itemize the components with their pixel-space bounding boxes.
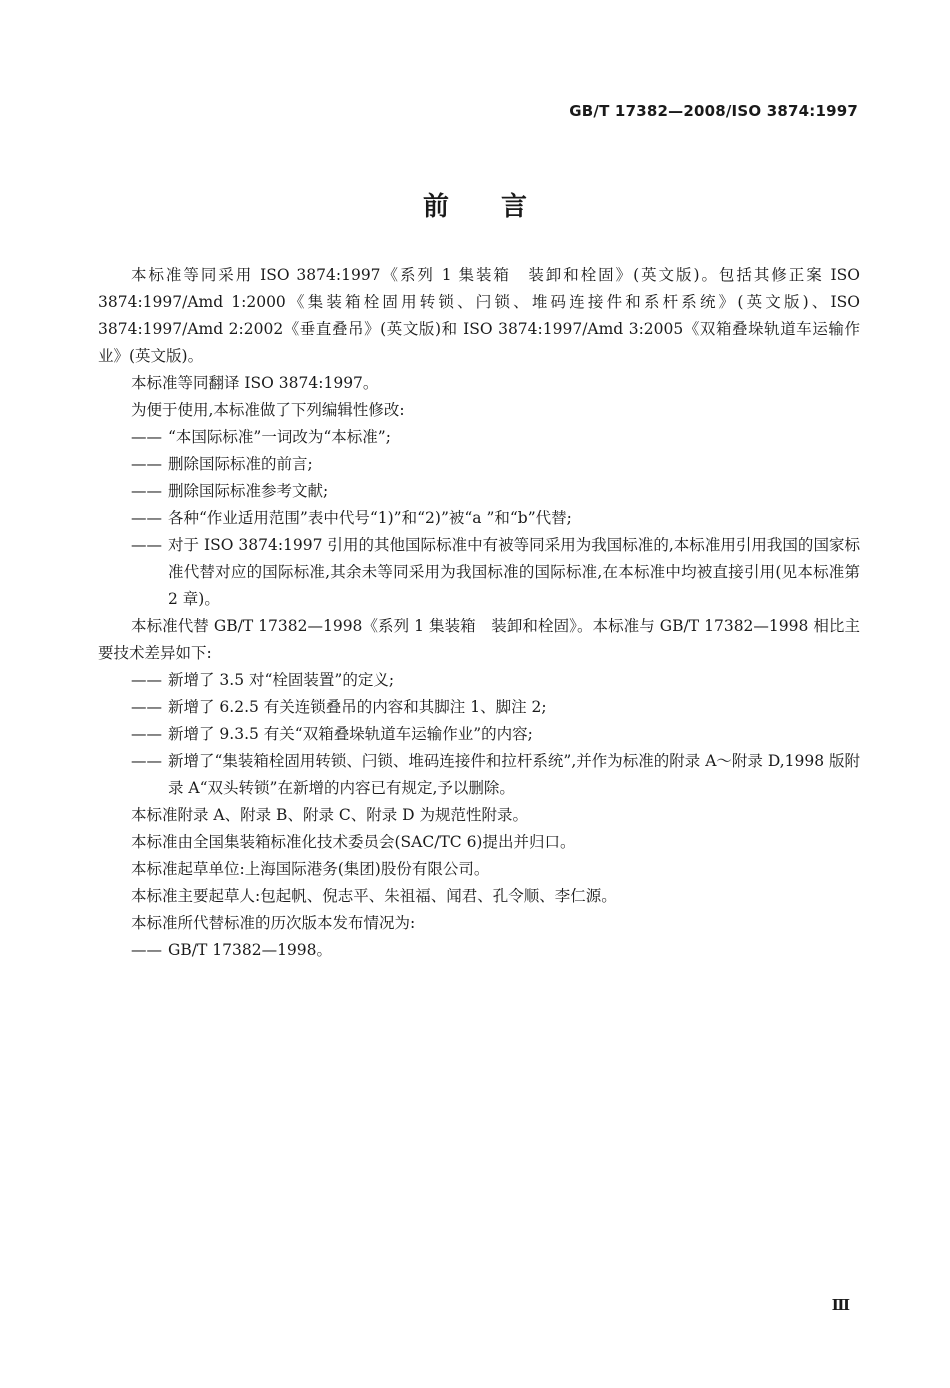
- paragraph-drafting-unit: 本标准起草单位:上海国际港务(集团)股份有限公司。: [131, 860, 490, 878]
- paragraph-committee: 本标准由全国集装箱标准化技术委员会(SAC/TC 6)提出并归口。: [131, 833, 576, 851]
- list-item: —— 新增了 9.3.5 有关“双箱叠垛轨道车运输作业”的内容;: [98, 721, 860, 748]
- dash-mark: ——: [131, 941, 162, 959]
- dash-mark: ——: [131, 509, 162, 527]
- list-item: —— 各种“作业适用范围”表中代号“1)”和“2)”被“a ”和“b”代替;: [98, 505, 860, 532]
- list-item: —— 新增了 6.2.5 有关连锁叠吊的内容和其脚注 1、脚注 2;: [98, 694, 860, 721]
- list-item: —— 删除国际标准参考文献;: [98, 478, 860, 505]
- paragraph-history-intro: 本标准所代替标准的历次版本发布情况为:: [131, 914, 416, 932]
- paragraph-translation: 本标准等同翻译 ISO 3874:1997。: [131, 374, 379, 392]
- paragraph-annexes: 本标准附录 A、附录 B、附录 C、附录 D 为规范性附录。: [131, 806, 529, 824]
- dash-mark: ——: [131, 752, 162, 770]
- list-item: —— “本国际标准”一词改为“本标准”;: [98, 424, 860, 451]
- paragraph-replaces: 本标准代替 GB/T 17382—1998《系列 1 集装箱 装卸和栓固》。本标准与 GB/T 17382—1998 相比主要技术差异如下:: [98, 617, 860, 662]
- dash-mark: ——: [131, 725, 162, 743]
- list-item: —— 新增了“集装箱栓固用转锁、闩锁、堆码连接件和拉杆系统”,并作为标准的附录 A～附录 D,1998 版附录 A“双头转锁”在新增的内容已有规定,予以删除。: [98, 748, 860, 802]
- paragraph-adoption: 本标准等同采用 ISO 3874:1997《系列 1 集装箱 装卸和栓固》(英文版)。包括其修正案 ISO 3874:1997/Amd 1:2000《集装箱栓固用转锁、闩锁、堆码连接件和系杆系统》(英文版)、ISO 3874:1997/Amd 2:2002《垂直叠吊》(英文版)和 ISO 3874:1997/Amd 3:2005《双箱叠垛轨道车运输作业》(英文版)。: [98, 266, 860, 365]
- dash-mark: ——: [131, 536, 162, 554]
- foreword-body: [98, 262, 860, 964]
- list-item: —— 对于 ISO 3874:1997 引用的其他国际标准中有被等同采用为我国标准的,本标准用引用我国的国家标准代替对应的国际标准,其余未等同采用为我国标准的国际标准,在本标准中均被直接引用(见本标准第 2 章)。: [98, 532, 860, 613]
- dash-mark: ——: [131, 455, 162, 473]
- list-item: —— 新增了 3.5 对“栓固装置”的定义;: [98, 667, 860, 694]
- standard-code-header: GB/T 17382—2008/ISO 3874:1997: [569, 102, 858, 120]
- page-number: Ⅲ: [831, 1296, 850, 1314]
- list-item: —— 删除国际标准的前言;: [98, 451, 860, 478]
- dash-mark: ——: [131, 428, 162, 446]
- page-title: 前言: [422, 192, 579, 222]
- paragraph-drafters: 本标准主要起草人:包起帆、倪志平、朱祖福、闻君、孔令顺、李仁源。: [131, 887, 617, 905]
- dash-mark: ——: [131, 482, 162, 500]
- paragraph-edits-intro: 为便于使用,本标准做了下列编辑性修改:: [131, 401, 405, 419]
- dash-mark: ——: [131, 671, 162, 689]
- list-item: —— GB/T 17382—1998。: [98, 937, 860, 964]
- dash-mark: ——: [131, 698, 162, 716]
